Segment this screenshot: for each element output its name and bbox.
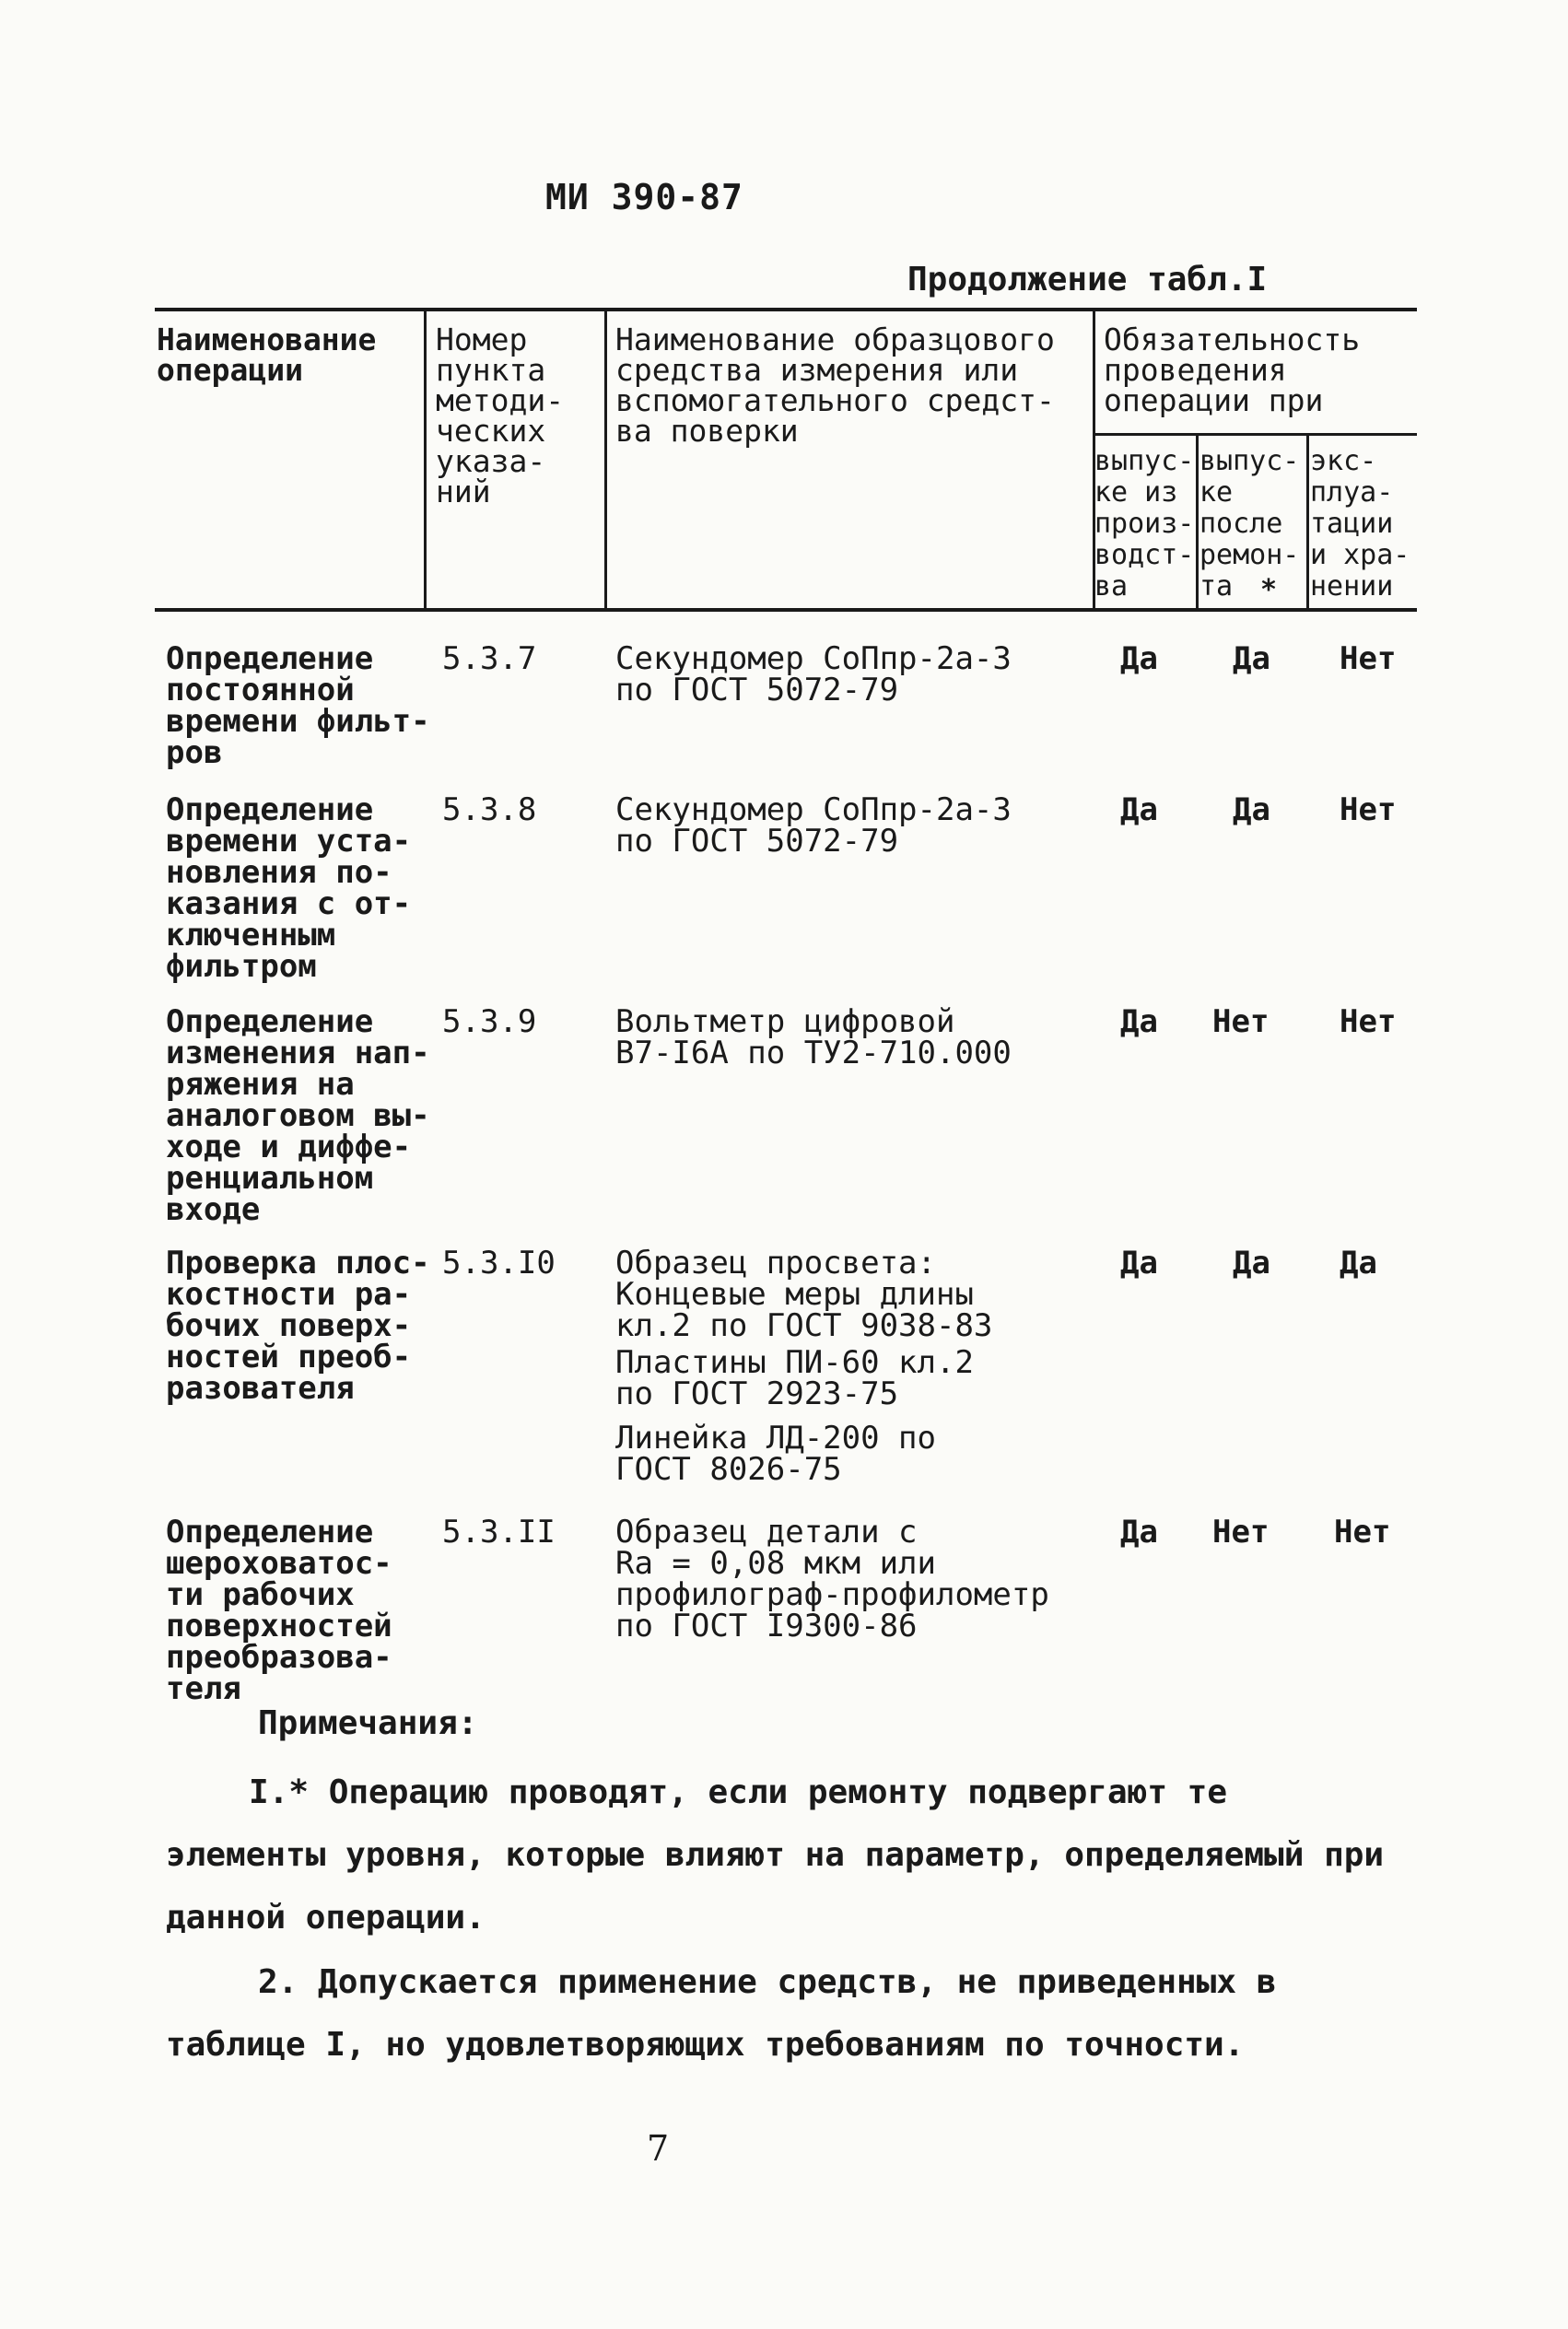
- row-5-instrument: Образец детали с Ra = 0,08 мкм или профилограф-профилометр по ГОСТ I9300-86: [615, 1514, 1049, 1644]
- row-3-operation-storage: Нет: [1340, 1003, 1397, 1040]
- table-col-divider-4: [1196, 435, 1199, 610]
- row-5-release: Да: [1120, 1514, 1158, 1551]
- row-3-release: Да: [1120, 1003, 1158, 1040]
- row-2-operation: Определение времени уста- новления по- казания с от- ключенным фильтром: [166, 791, 412, 985]
- header-after-repair-mark: *: [1260, 574, 1278, 606]
- table-subheader-rule: [1093, 433, 1417, 436]
- row-2-release: Да: [1120, 791, 1158, 828]
- row-4-operation-storage: Да: [1340, 1245, 1377, 1282]
- row-1-instrument: Секундомер СоПпр-2а-3 по ГОСТ 5072-79: [615, 640, 1012, 708]
- row-4-instrument: Образец просвета: Концевые меры длины кл.2 по ГОСТ 9038-83: [615, 1245, 993, 1344]
- header-release: выпус- ке из произ- водст- ва: [1094, 445, 1195, 603]
- table-header-bottom-rule: [155, 608, 1417, 612]
- row-4-instrument-plates: Пластины ПИ-60 кл.2 по ГОСТ 2923-75: [615, 1344, 974, 1412]
- document-code: МИ 390-87: [545, 177, 743, 217]
- row-5-after-repair: Нет: [1212, 1514, 1270, 1551]
- row-5-operation-storage: Нет: [1334, 1514, 1391, 1551]
- table-col-divider-1: [424, 308, 427, 610]
- row-2-operation-storage: Нет: [1340, 791, 1397, 828]
- row-1-operation: Определение постоянной времени фильт- ров: [166, 640, 430, 771]
- page-number: 7: [647, 2128, 670, 2169]
- header-operation-storage: экс- плуа- тации и хра- нении: [1310, 445, 1410, 603]
- row-3-instrument: Вольтметр цифровой В7-I6А по ТУ2-710.000: [615, 1003, 1012, 1071]
- row-4-item: 5.3.I0: [442, 1245, 556, 1282]
- row-3-item: 5.3.9: [442, 1003, 537, 1040]
- row-2-instrument: Секундомер СоПпр-2а-3 по ГОСТ 5072-79: [615, 791, 1012, 860]
- table-col-divider-2: [604, 308, 607, 610]
- row-4-after-repair: Да: [1233, 1245, 1270, 1282]
- row-3-operation: Определение изменения нап- ряжения на аналоговом вы- ходе и диффе- ренциальном входе: [166, 1003, 430, 1228]
- header-item-number: Номер пункта методи- ческих указа- ний: [436, 322, 565, 509]
- row-1-release: Да: [1120, 640, 1158, 677]
- header-obligation: Обязательность проведения операции при: [1104, 322, 1361, 418]
- row-2-after-repair: Да: [1233, 791, 1270, 828]
- note-1: I.* Операцию проводят, если ремонту подвергают те элементы уровня, которые влияют на параметр, определяемый при данной операции.: [166, 1773, 1385, 1937]
- header-after-repair: выпус- ке после ремон- та: [1199, 445, 1300, 603]
- header-instrument: Наименование образцового средства измерения или вспомогательного средст- ва поверки: [615, 322, 1055, 449]
- note-2: 2. Допускается применение средств, не приведенных в таблице I, но удовлетворяющих требованиям по точности.: [166, 1963, 1277, 2064]
- row-1-operation-storage: Нет: [1340, 640, 1397, 677]
- row-1-item: 5.3.7: [442, 640, 537, 677]
- row-5-item: 5.3.II: [442, 1514, 556, 1551]
- row-4-instrument-ruler: Линейка ЛД-200 по ГОСТ 8026-75: [615, 1420, 936, 1488]
- row-4-release: Да: [1120, 1245, 1158, 1282]
- notes-title: Примечания:: [258, 1704, 478, 1742]
- row-3-after-repair: Нет: [1212, 1003, 1270, 1040]
- table-top-rule: [155, 308, 1417, 311]
- row-1-after-repair: Да: [1233, 640, 1270, 677]
- row-5-operation: Определение шероховатос- ти рабочих поверхностей преобразова- теля: [166, 1514, 392, 1707]
- header-operation: Наименование операции: [157, 322, 377, 388]
- row-4-operation: Проверка плос- костности ра- бочих поверх- ностей преоб- разователя: [166, 1245, 430, 1407]
- table-continuation-label: Продолжение табл.I: [907, 261, 1268, 298]
- table-col-divider-5: [1306, 435, 1309, 610]
- row-2-item: 5.3.8: [442, 791, 537, 828]
